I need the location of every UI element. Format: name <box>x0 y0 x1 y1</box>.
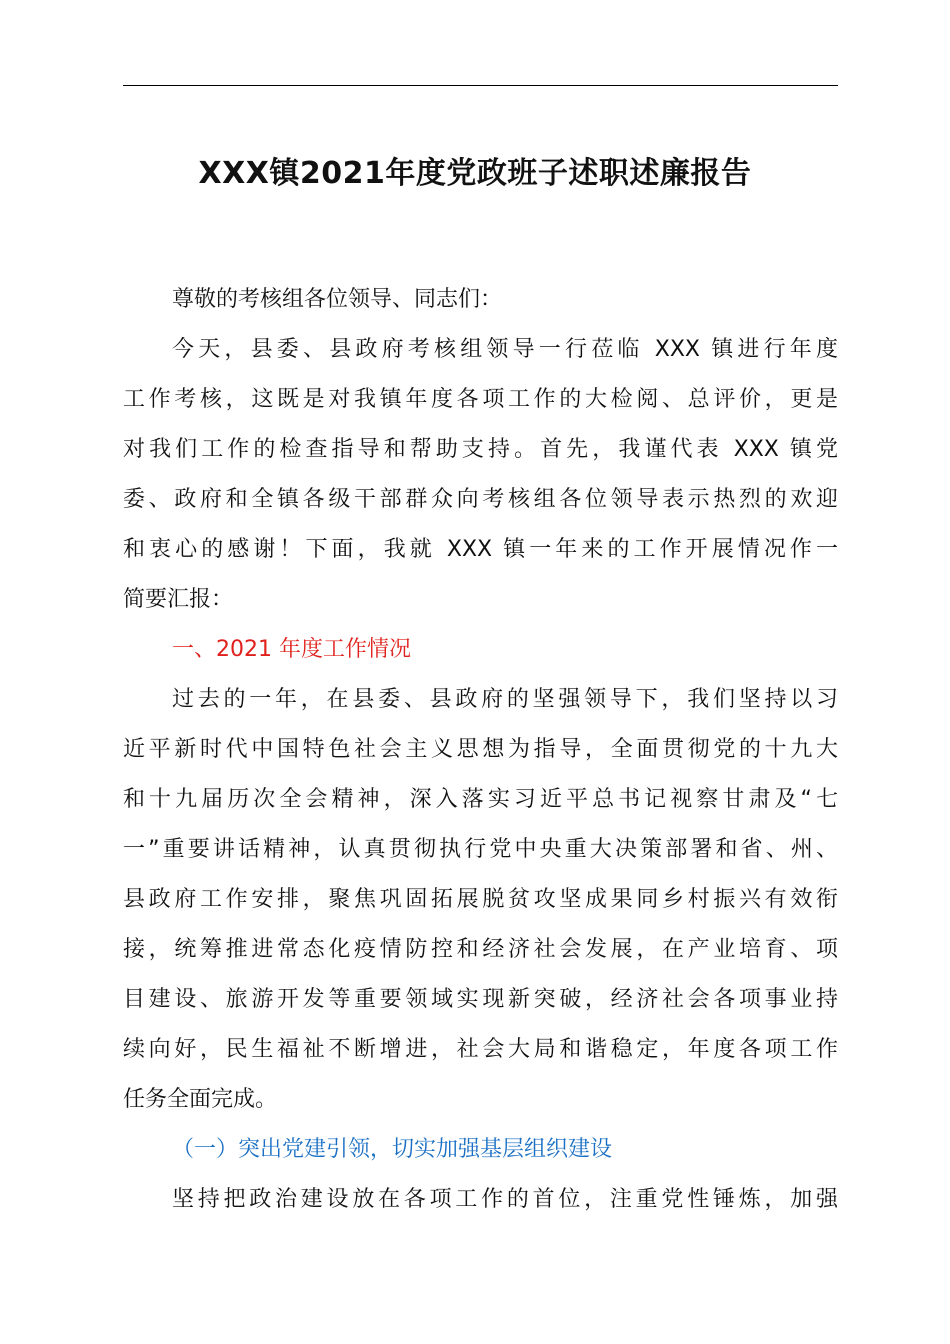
paragraph-line: 简要汇报： <box>123 587 234 612</box>
paragraph-line: 过去的一年，在县委、县政府的坚强领导下，我们坚持以习 <box>172 687 838 712</box>
paragraph-line: 和衷心的感谢！下面，我就 XXX 镇一年来的工作开展情况作一 <box>123 537 838 562</box>
document-title: XXX镇2021年度党政班子述职述廉报告 <box>198 156 752 191</box>
paragraph-line: 坚持把政治建设放在各项工作的首位，注重党性锤炼，加强 <box>172 1187 838 1212</box>
paragraph-line: 今天，县委、县政府考核组领导一行莅临 XXX 镇进行年度 <box>172 337 838 362</box>
section-heading: 一、2021 年度工作情况 <box>172 637 411 662</box>
paragraph-line: 对我们工作的检查指导和帮助支持。首先，我谨代表 XXX 镇党 <box>123 437 838 462</box>
paragraph-line: 一”重要讲话精神，认真贯彻执行党中央重大决策部署和省、州、 <box>123 837 838 862</box>
paragraph-line: 近平新时代中国特色社会主义思想为指导，全面贯彻党的十九大 <box>123 737 838 762</box>
subsection-heading: （一）突出党建引领，切实加强基层组织建设 <box>172 1137 613 1162</box>
paragraph-line: 委、政府和全镇各级干部群众向考核组各位领导表示热烈的欢迎 <box>123 487 838 512</box>
paragraph-line: 任务全面完成。 <box>123 1087 278 1112</box>
paragraph-line: 和十九届历次全会精神，深入落实习近平总书记视察甘肃及“七 <box>123 787 838 812</box>
header-rule <box>123 85 838 86</box>
paragraph-line: 接，统筹推进常态化疫情防控和经济社会发展，在产业培育、项 <box>123 937 838 962</box>
document-body <box>123 275 838 1225</box>
paragraph-line: 续向好，民生福祉不断增进，社会大局和谐稳定，年度各项工作 <box>123 1037 838 1062</box>
paragraph-line: 县政府工作安排，聚焦巩固拓展脱贫攻坚成果同乡村振兴有效衔 <box>123 887 838 912</box>
paragraph-line: 目建设、旅游开发等重要领域实现新突破，经济社会各项事业持 <box>123 987 838 1012</box>
salutation: 尊敬的考核组各位领导、同志们： <box>172 287 503 312</box>
paragraph-line: 工作考核，这既是对我镇年度各项工作的大检阅、总评价，更是 <box>123 387 838 412</box>
